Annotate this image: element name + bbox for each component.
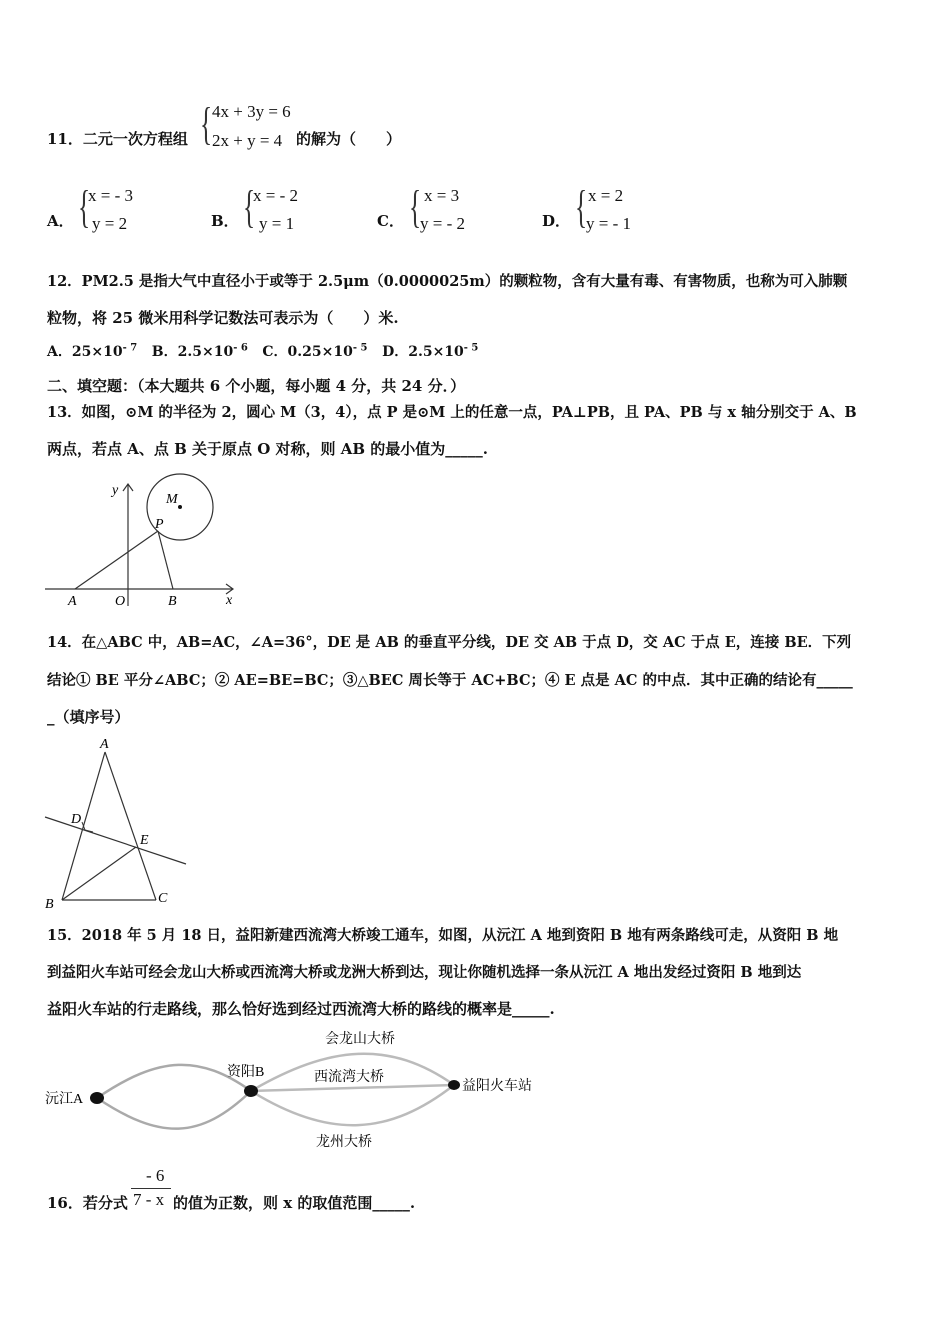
option-brace: {: [575, 181, 588, 232]
q11-system-brace: {: [200, 98, 213, 149]
q14-line2: 结论① BE 平分∠ABC；② AE=BE=BC；③△BEC 周长等于 AC+BC；④ E 点是 AC 的中点．其中正确的结论有_____: [47, 672, 853, 689]
q16-prefix: 16．若分式: [47, 1194, 128, 1212]
option-line2: y = 2: [92, 214, 128, 233]
option-brace: {: [243, 181, 256, 232]
side-ac: [105, 752, 156, 900]
route-xiliuwan: [251, 1085, 454, 1091]
option-line1: x = - 3: [88, 186, 133, 205]
label-end: 益阳火车站: [462, 1079, 532, 1094]
q13-line1: 13．如图，⊙M 的半径为 2，圆心 M（3，4），点 P 是⊙M 上的任意一点，PA⊥PB，且 PA、PB 与 x 轴分别交于 A、B: [47, 404, 857, 421]
node-yuanjiang: [90, 1092, 104, 1104]
option-label: B．: [211, 212, 239, 230]
q13-line2: 两点，若点 A、点 B 关于原点 O 对称，则 AB 的最小值为_____.: [47, 440, 488, 458]
q16-denominator: 7 - x: [133, 1190, 165, 1209]
bisector-de: [45, 817, 186, 864]
q12-option-c[interactable]: C．$0.25\times 10^{- 5}$: [262, 342, 368, 360]
q11-system-eq1: 4x + 3y = 6: [212, 102, 291, 121]
label-bridge1: 会龙山大桥: [325, 1032, 395, 1047]
q11-system-eq2: 2x + y = 4: [212, 131, 283, 150]
q12-options: [47, 341, 478, 361]
q12-option-d[interactable]: D．$2.5\times 10^{- 5}$: [382, 342, 479, 360]
label-start: 沅江A: [45, 1092, 84, 1107]
node-ziyang: [244, 1085, 258, 1097]
option-brace: {: [78, 181, 91, 232]
q13-figure: [40, 472, 240, 612]
label-bridge2: 西流湾大桥: [314, 1070, 384, 1085]
label-m: M: [166, 492, 178, 507]
option-line1: x = - 2: [253, 186, 298, 205]
center-m-dot: [178, 505, 182, 509]
q12-line1: 12．PM2.5 是指大气中直径小于或等于 2.5μm（0.0000025m）的颗粒物，含有大量有毒、有害物质，也称为可入肺颗: [47, 273, 848, 290]
q12-option-b[interactable]: B．$2.5\times 10^{- 6}$: [151, 342, 248, 360]
option-label: C．: [377, 212, 404, 230]
label-a: A: [100, 737, 109, 752]
label-b: B: [168, 594, 177, 609]
segment-pa: [75, 531, 158, 589]
option-label: D．: [542, 212, 571, 230]
q11-stem-prefix: 11．二元一次方程组: [47, 130, 188, 148]
q15-figure: [40, 1025, 550, 1155]
option-line2: y = - 2: [420, 214, 465, 233]
q12-option-a[interactable]: A．$25\times 10^{- 7}$: [47, 342, 138, 360]
q15-line2: 到益阳火车站可经会龙山大桥或西流湾大桥或龙洲大桥到达，现让你随机选择一条从沅江 A 地出发经过资阳 B 地到达: [47, 964, 802, 981]
q16-numerator: - 6: [146, 1166, 165, 1185]
node-yiyang-station: [448, 1080, 460, 1090]
label-y: y: [112, 483, 119, 498]
option-brace: {: [409, 181, 422, 232]
option-label: A．: [47, 212, 74, 230]
route-a-b-lower: [97, 1091, 251, 1129]
label-a: A: [68, 594, 77, 609]
option-line1: x = 2: [588, 186, 624, 205]
q16-fraction-bar: [131, 1188, 171, 1189]
label-c: C: [158, 891, 168, 906]
segment-pb: [158, 531, 173, 589]
q15-line1: 15．2018 年 5 月 18 日，益阳新建西流湾大桥竣工通车，如图，从沅江 A 地到资阳 B 地有两条路线可走，从资阳 B 地: [47, 927, 839, 944]
section-heading: 二、填空题：（本大题共 6 个小题，每小题 4 分，共 24 分．）: [47, 377, 466, 395]
label-x: x: [226, 593, 233, 608]
q14-line3: _（填序号）: [47, 708, 130, 726]
label-d: D: [71, 812, 82, 827]
label-b: B: [45, 897, 54, 910]
label-mid: 资阳B: [227, 1065, 265, 1080]
q14-figure: [40, 734, 200, 910]
q15-line3: 益阳火车站的行走路线，那么恰好选到经过西流湾大桥的路线的概率是_____.: [47, 1000, 555, 1018]
label-o: O: [115, 594, 126, 609]
option-line2: y = 1: [259, 214, 295, 233]
option-line1: x = 3: [424, 186, 460, 205]
q14-line1: 14．在△ABC 中，AB=AC，∠A=36°，DE 是 AB 的垂直平分线，DE 交 AB 于点 D，交 AC 于点 E，连接 BE．下列: [47, 634, 852, 651]
option-line2: y = - 1: [586, 214, 631, 233]
q12-line2: 粒物，将 25 微米用科学记数法可表示为（ ）米.: [47, 309, 399, 327]
q16-suffix: 的值为正数，则 x 的取值范围_____.: [173, 1194, 416, 1212]
label-p: P: [155, 517, 164, 532]
q11-stem-suffix: 的解为（ ）: [296, 130, 402, 148]
segment-be: [62, 847, 136, 900]
label-bridge3: 龙州大桥: [316, 1135, 372, 1150]
label-e: E: [140, 833, 149, 848]
